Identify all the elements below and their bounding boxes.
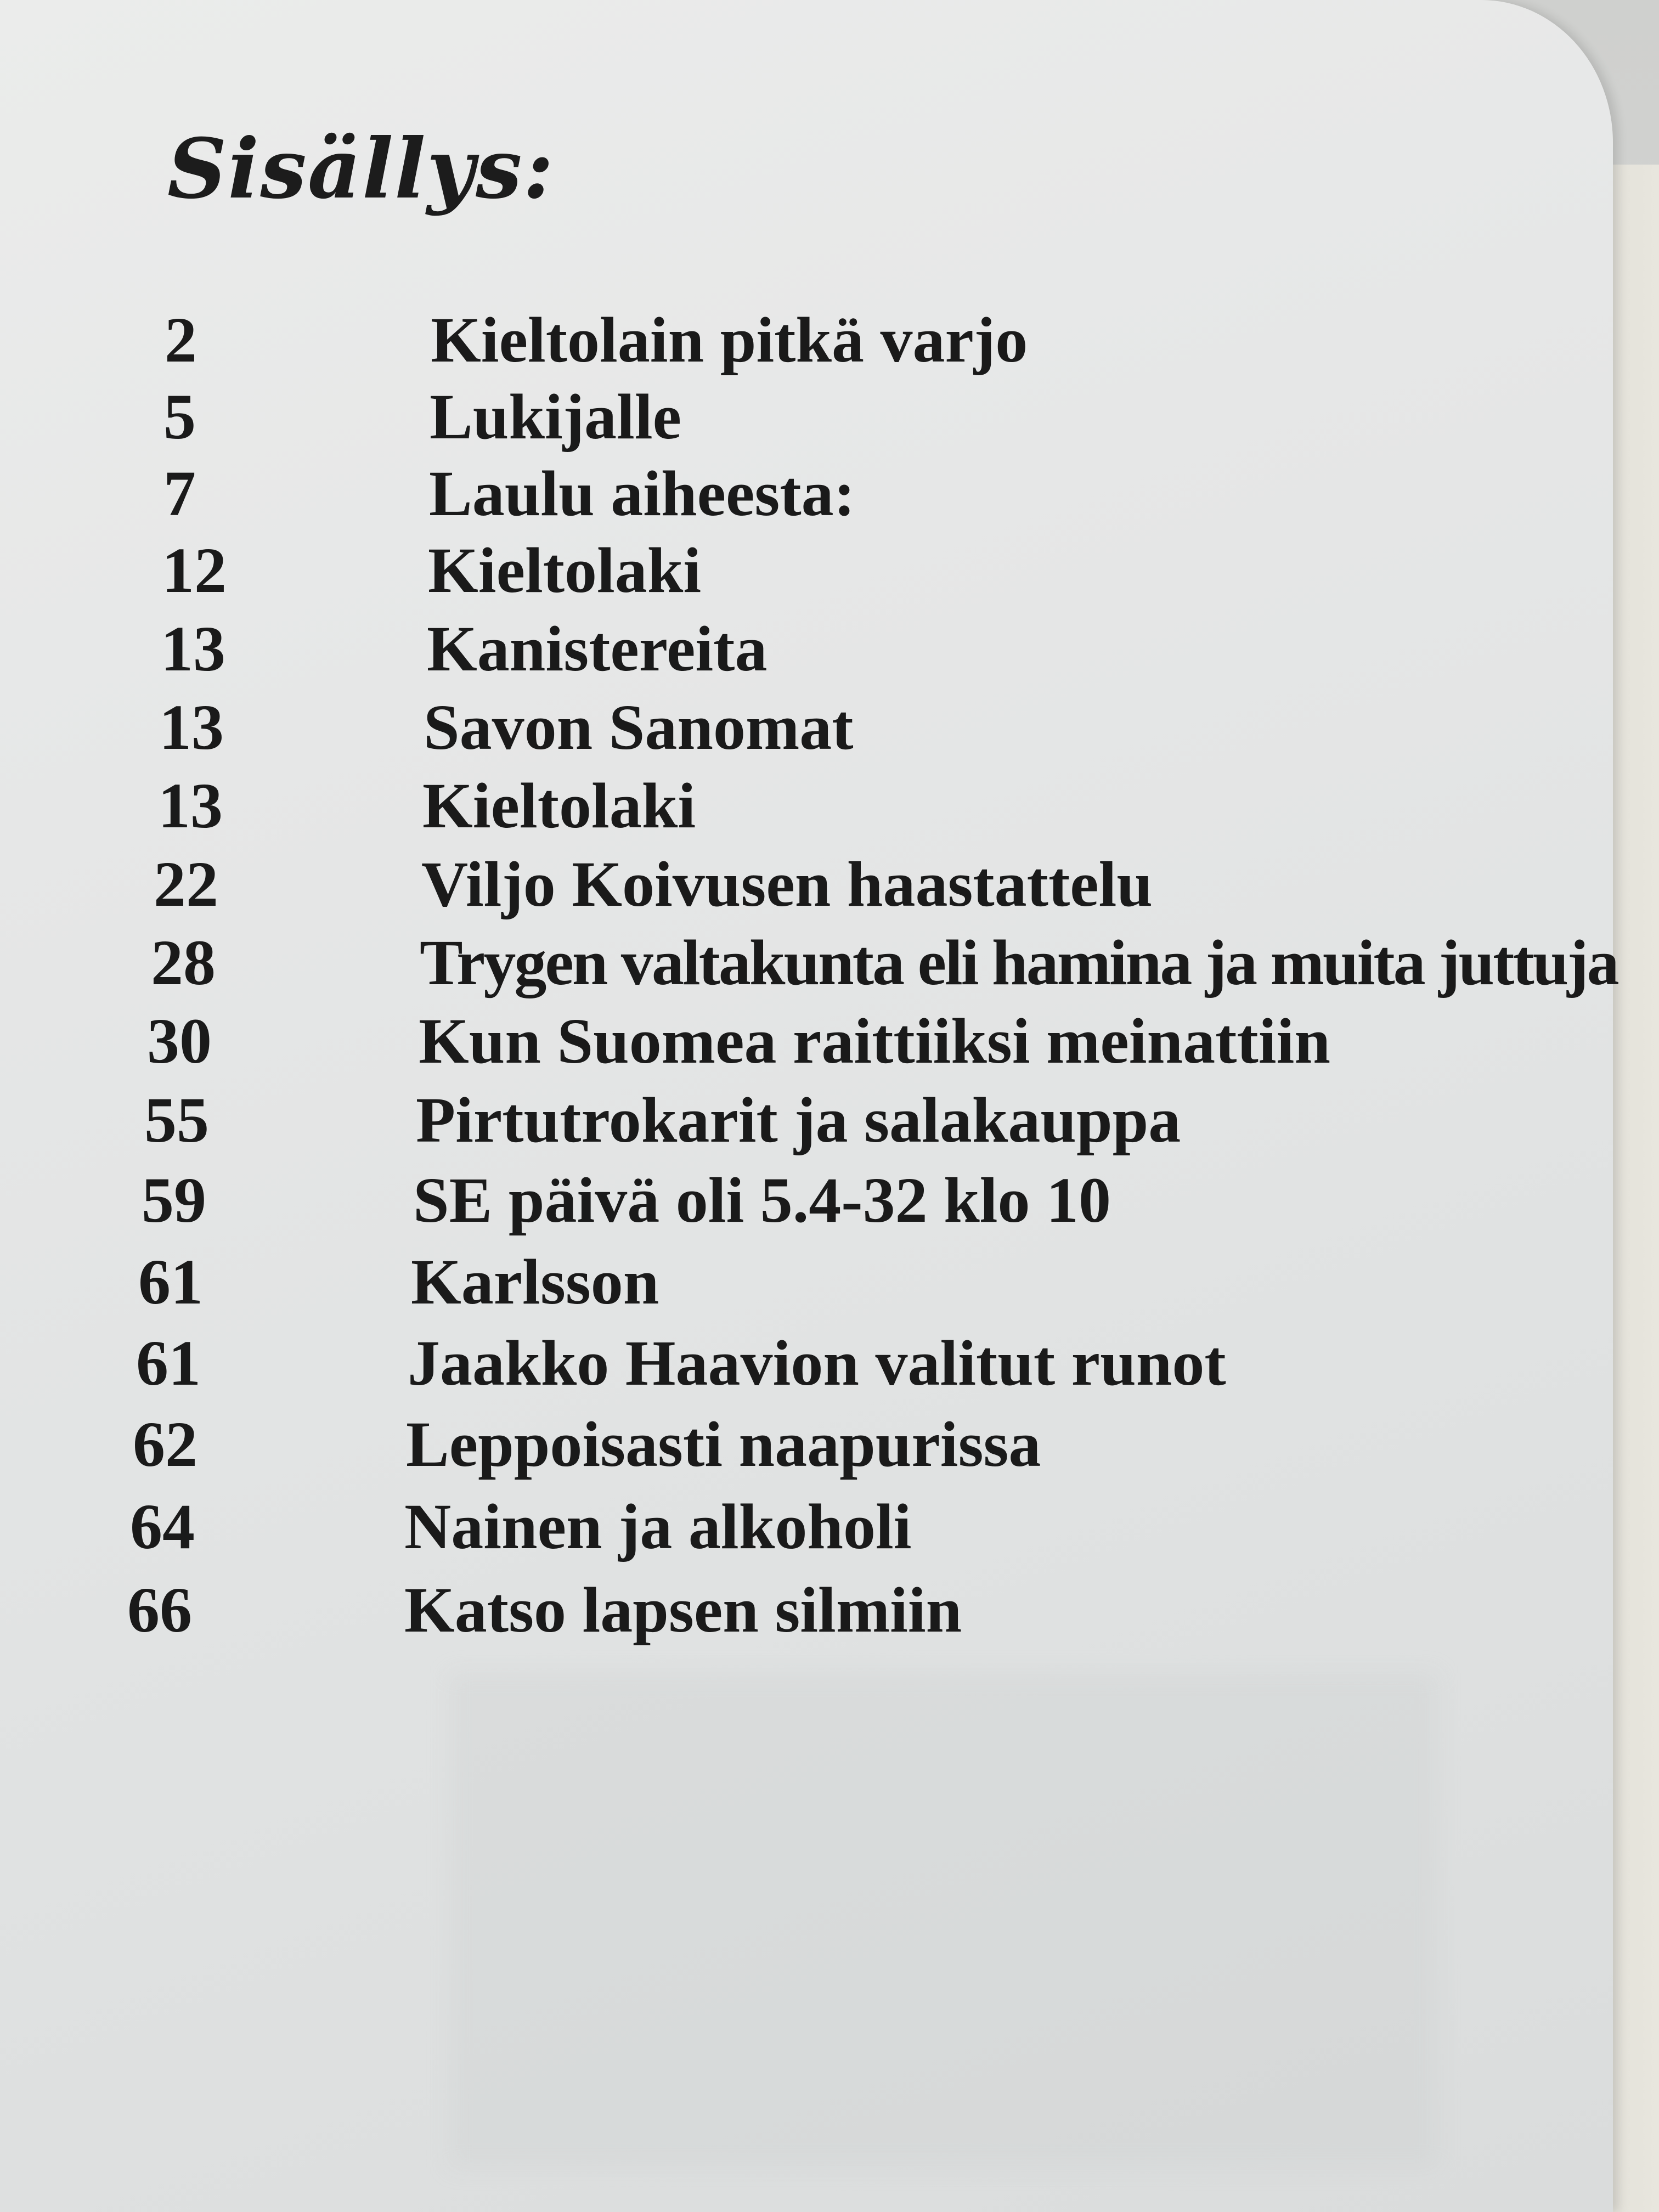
toc-title: Kanistereita [427,613,768,685]
toc-page-number: 30 [147,1005,212,1077]
toc-title: Karlsson [411,1246,659,1318]
toc-page-number: 13 [161,613,225,685]
toc-title: Laulu aiheesta: [429,458,855,529]
toc-title: Katso lapsen silmiin [404,1574,962,1646]
toc-page-number: 59 [142,1164,206,1236]
toc-page-number: 64 [130,1491,195,1562]
toc-title: Lukijalle [430,381,681,453]
toc-page-number: 66 [127,1574,192,1646]
toc-title: Nainen ja alkoholi [404,1491,912,1562]
toc-title: Kun Suomea raittiiksi meinattiin [419,1005,1330,1077]
toc-page-number: 55 [144,1084,209,1156]
toc-page-number: 12 [162,534,227,606]
toc-page-number: 61 [136,1327,201,1399]
toc-page-number: 13 [158,770,223,842]
toc-title: Leppoisasti naapurissa [406,1408,1041,1480]
toc-title: Savon Sanomat [424,691,854,763]
toc-page-number: 5 [163,381,196,453]
toc-title: Kieltolaki [428,534,702,606]
toc-page-number: 28 [151,927,216,998]
toc-title: SE päivä oli 5.4-32 klo 10 [413,1164,1111,1236]
toc-title: Jaakko Haavion valitut runot [408,1327,1226,1399]
toc-title: Pirtutrokarit ja salakauppa [416,1084,1181,1156]
toc-page-number: 62 [133,1408,198,1480]
toc-page-number: 22 [154,848,218,920]
toc-title: Trygen valtakunta eli hamina ja muita juttuja [420,927,1618,998]
toc-page-number: 13 [159,691,224,763]
toc-title: Viljo Koivusen haastattelu [421,848,1153,920]
toc-title: Kieltolaki [422,770,696,842]
toc-title: Kieltolain pitkä varjo [431,304,1028,376]
toc-heading: Sisällys: [167,121,555,217]
toc-page-number: 2 [165,304,197,376]
toc-page-number: 7 [163,458,196,529]
toc-page-number: 61 [138,1246,203,1318]
